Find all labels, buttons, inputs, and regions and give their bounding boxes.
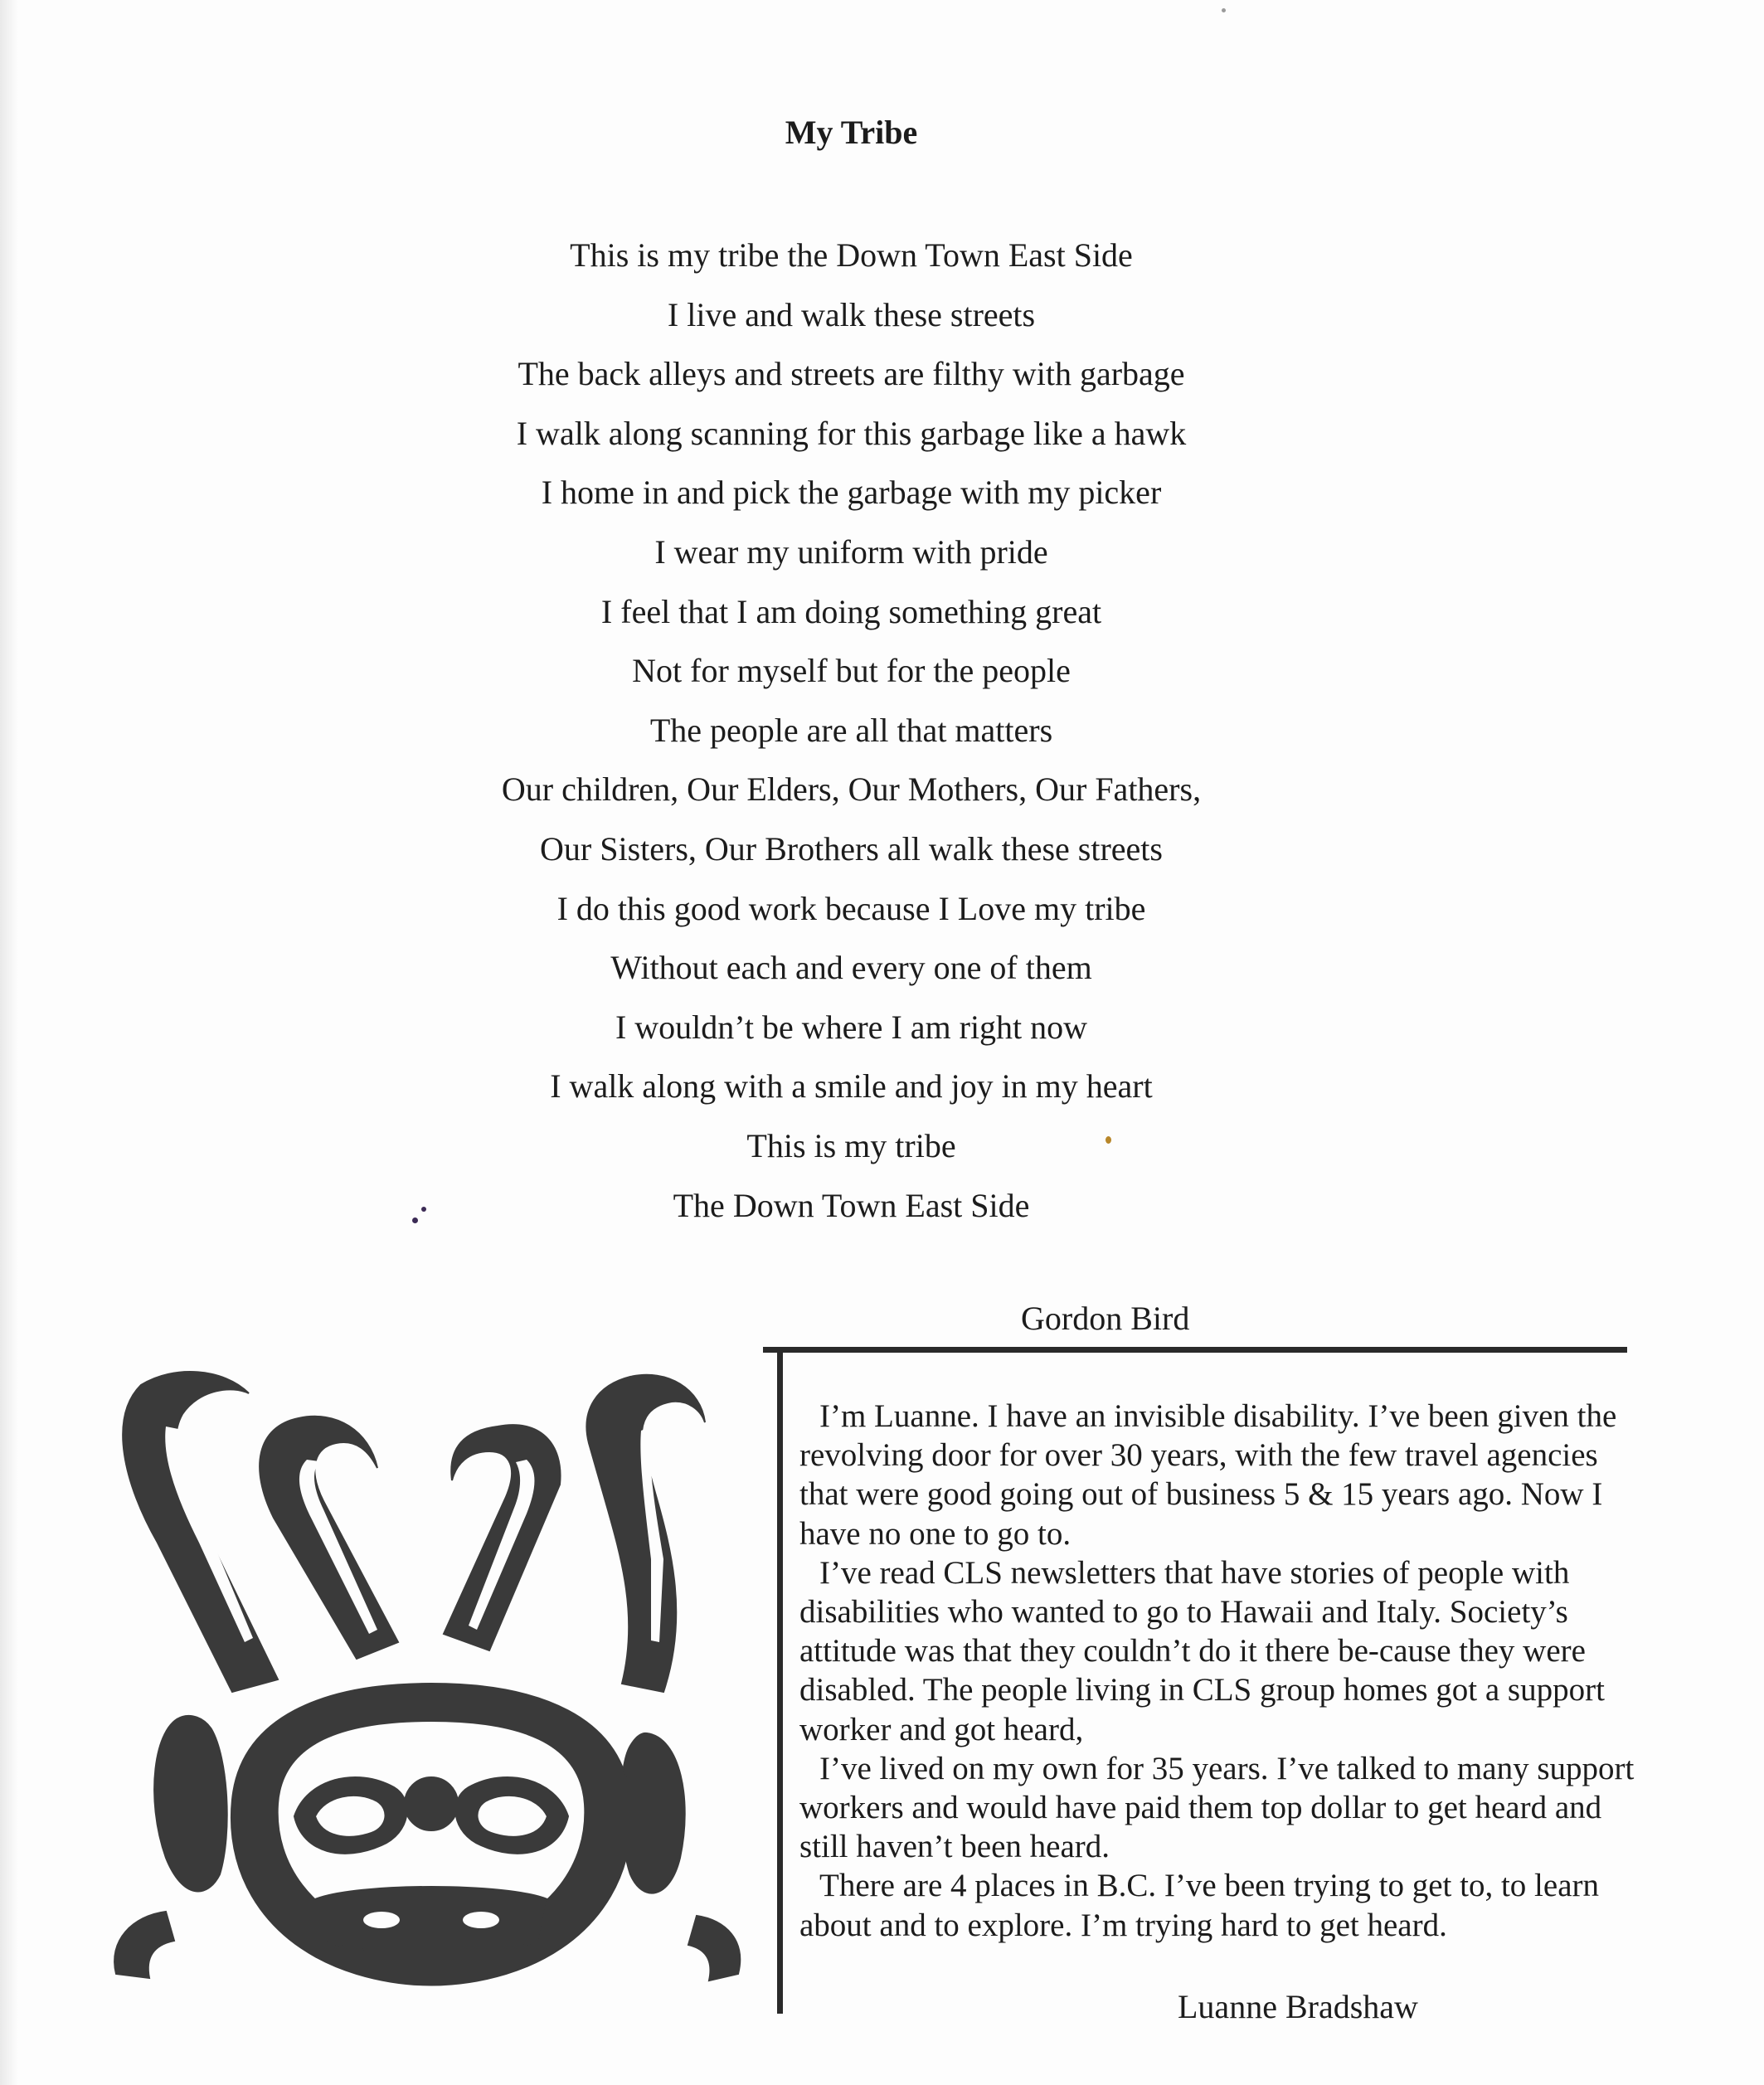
scan-speck <box>421 1207 426 1212</box>
poem-line: I live and walk these streets <box>667 295 1036 333</box>
poem-line: I feel that I am doing something great <box>600 592 1102 630</box>
poem-line: I wouldn’t be where I am right now <box>615 1008 1088 1046</box>
poem-line: I home in and pick the garbage with my picker <box>541 474 1162 512</box>
poem-line: I walk along with a smile and joy in my heart <box>550 1067 1153 1106</box>
poem-line: Not for myself but for the people <box>632 652 1071 690</box>
poem-author: Gordon Bird <box>1021 1300 1190 1337</box>
poem-line: The people are all that matters <box>649 711 1053 749</box>
letter-paragraph: I’m Luanne. I have an invisible disability. I’ve been given the revolving door for over 30 years, with the few travel agencies that were good going out of business 5 & 15 years ago. Now I have no one to go to. <box>799 1398 1617 1552</box>
letter-box-left-rule <box>777 1350 783 2014</box>
poem-line: Without each and every one of them <box>610 949 1092 987</box>
scan-speck <box>1222 8 1226 12</box>
scan-speck <box>412 1217 418 1223</box>
poem-line: Our children, Our Elders, Our Mothers, Our Fathers, <box>501 770 1202 809</box>
poem-line: This is my tribe <box>746 1126 956 1164</box>
poem-line: This is my tribe the Down Town East Side <box>570 236 1133 274</box>
poem-body <box>0 226 1703 1235</box>
poem-line: I do this good work because I Love my tribe <box>556 889 1146 927</box>
letter-author: Luanne Bradshaw <box>1178 1988 1418 2025</box>
letter-body <box>799 1397 1637 1945</box>
poem-line: I walk along scanning for this garbage like a hawk <box>516 414 1187 452</box>
letter-paragraph: I’ve read CLS newsletters that have stories of people with disabilities who wanted to go to Hawaii and Italy. Society’s attitude was that they couldn’t do it there be-cause they were disabled. The people living in CLS group homes got a support worker and got heard, <box>799 1554 1605 1747</box>
letter-paragraph: I’ve lived on my own for 35 years. I’ve talked to many support workers and would have paid them top dollar to get heard and still haven’t been heard. <box>799 1750 1635 1865</box>
poem-line: I wear my uniform with pride <box>654 532 1048 571</box>
poem-line: The back alleys and streets are filthy with garbage <box>518 355 1185 393</box>
letter-box-top-rule <box>763 1347 1627 1353</box>
scan-speck <box>1106 1136 1111 1144</box>
poem-line: Our Sisters, Our Brothers all walk these streets <box>540 829 1163 868</box>
poem-line: The Down Town East Side <box>673 1186 1030 1224</box>
formline-frog-icon <box>108 1368 755 1999</box>
poem-title: My Tribe <box>785 114 918 151</box>
letter-paragraph: There are 4 places in B.C. I’ve been trying to get to, to learn about and to explore. I’m trying hard to get heard. <box>799 1868 1599 1943</box>
